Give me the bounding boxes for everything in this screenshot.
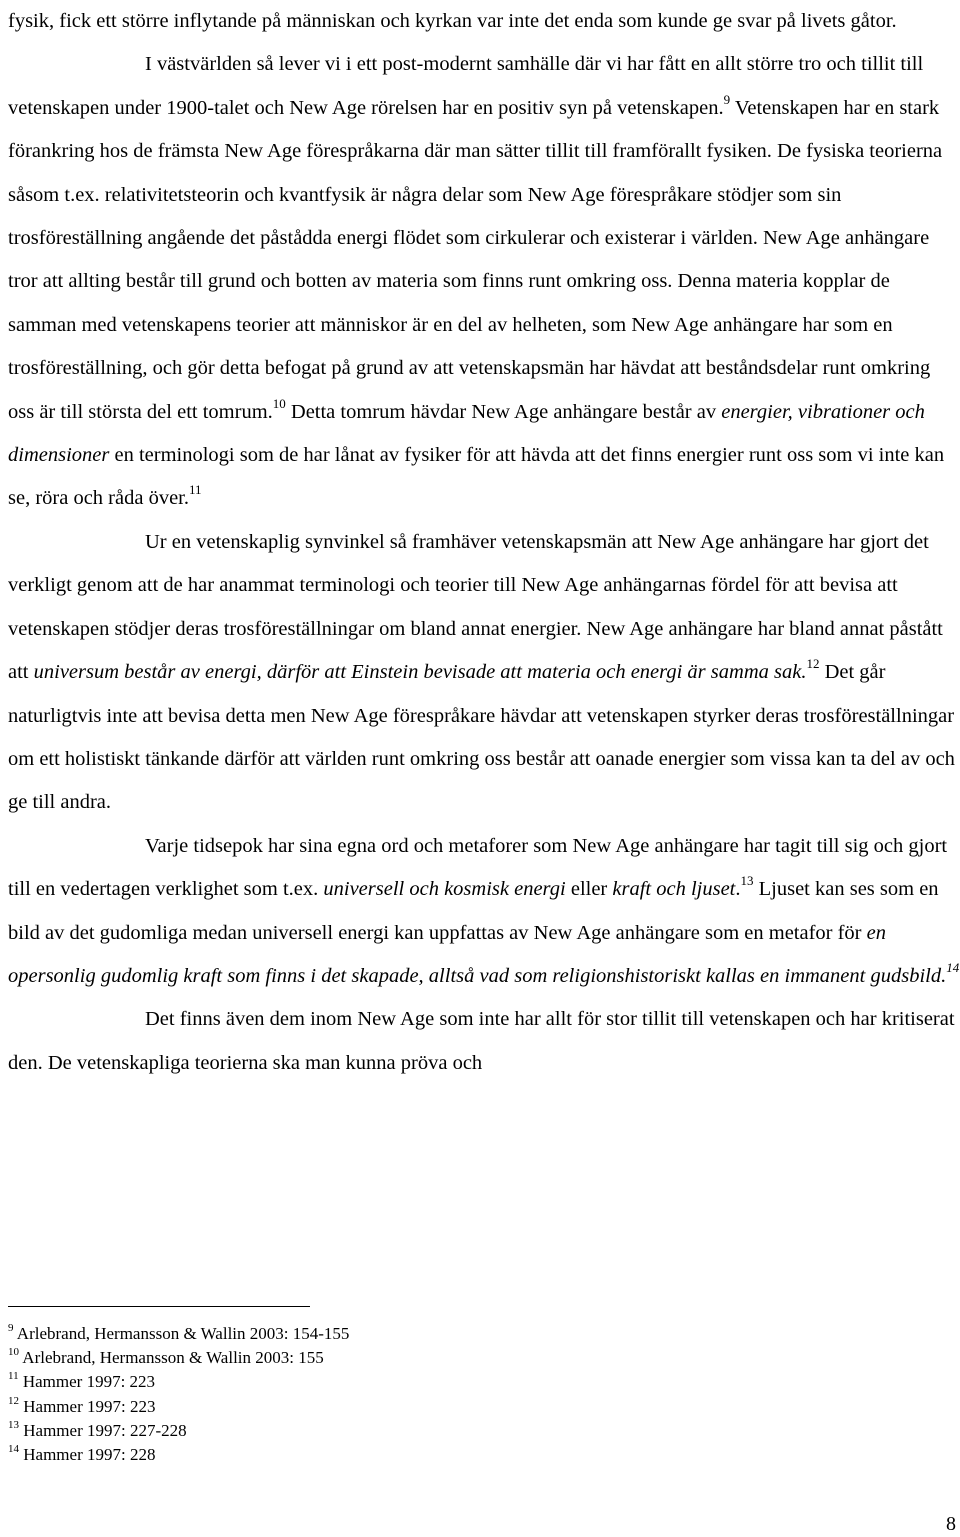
- paragraph-text: Varje tidsepok har sina egna ord och metaforer som New Age anhängare har tagit till sig och gjort till en vedertagen verklighet som t.ex.: [8, 834, 948, 901]
- footnote-entry: [8, 1322, 349, 1346]
- page-number: 8: [946, 1513, 956, 1535]
- italic-text: kraft och ljuset: [612, 878, 736, 901]
- footnote-text: Hammer 1997: 223: [19, 1396, 156, 1416]
- footnote-entry: [8, 1370, 349, 1394]
- footnote-text: Arlebrand, Hermansson & Wallin 2003: 154-155: [13, 1324, 350, 1343]
- paragraph-text: I västvärlden så lever vi i ett post-modernt samhälle där vi har fått en allt större tro och tillit till vetenskapen under 1900-talet och New Age rörelsen har en positiv syn på vetenskapen.: [8, 53, 924, 119]
- footnote-number: 13: [8, 1418, 19, 1431]
- footnote-reference: 14: [946, 959, 960, 975]
- footnote-entry: [8, 1346, 349, 1370]
- body-text: [8, 0, 960, 1085]
- italic-text: energier, vibrationer och dimensioner: [8, 400, 925, 467]
- paragraph-text: Ljuset kan ses som en bild av det gudomliga medan universell energi kan uppfattas av New Age anhängare som en metafor för: [8, 878, 939, 944]
- footnote-text: Hammer 1997: 227-228: [19, 1420, 187, 1440]
- footnote-reference: 10: [272, 395, 286, 411]
- footnote-text: Hammer 1997: 223: [18, 1372, 156, 1392]
- footnote-number: 10: [8, 1346, 19, 1359]
- paragraph-text: Detta tomrum hävdar New Age anhängare består av: [285, 400, 722, 423]
- footnote-reference: 9: [723, 91, 731, 107]
- footnote-reference: 13: [740, 873, 754, 889]
- footnote-number: 12: [8, 1394, 19, 1407]
- paragraph-text: eller: [565, 878, 613, 901]
- italic-text: universum består av energi, därför att Einstein bevisade att materia och energi är samma sak.: [33, 661, 807, 684]
- footnote-entry: [8, 1443, 349, 1467]
- footnote-number: 14: [8, 1443, 19, 1456]
- paragraph: [8, 998, 960, 1085]
- paragraph: [8, 0, 960, 43]
- paragraph-text: fysik, fick ett större inflytande på människan och kyrkan var inte det enda som kunde ge svar på livets gåtor.: [8, 10, 897, 32]
- paragraph-text: Ur en vetenskaplig synvinkel så framhäver vetenskapsmän att New Age anhängare har gjort det verkligt genom att de har anammat terminologi och teorier till New Age anhängarnas fördel för att bevisa att vetenskapen stödjer deras trosföreställningar om bland annat energier. New Age anhängare har bland annat påstått att: [8, 530, 943, 684]
- footnote-separator: [8, 1306, 310, 1307]
- paragraph: [8, 43, 960, 520]
- footnote-number: 11: [8, 1370, 19, 1383]
- paragraph: [8, 521, 960, 825]
- paragraph-text: en terminologi som de har lånat av fysiker för att hävda att det finns energier runt oss som vi inte kan se, röra och råda över.: [8, 444, 945, 510]
- footnote-text: Arlebrand, Hermansson & Wallin 2003: 155: [19, 1348, 324, 1368]
- paragraph-text: Det går naturligtvis inte att bevisa detta men New Age förespråkare hävdar att vetenskapen styrker deras trosföreställningar om ett holistiskt tänkande därför att världen runt omkring oss består att oanade energier som vissa kan ta del av och ge till andra.: [8, 661, 955, 814]
- footnote-reference: 12: [806, 656, 820, 672]
- footnote-text: Hammer 1997: 228: [19, 1445, 156, 1465]
- footnotes: [8, 1322, 349, 1467]
- document-page: [8, 0, 960, 1085]
- footnote-reference: 11: [189, 482, 202, 498]
- italic-text: universell och kosmisk energi: [323, 878, 566, 901]
- footnote-number: 9: [8, 1322, 14, 1334]
- paragraph-text: Vetenskapen har en stark förankring hos de främsta New Age förespråkarna där man sätter tillit till framförallt fysiken. De fysiska teorierna såsom t.ex. relativitetsteorin och kvantfysik är några delar som New Age förespråkare stödjer som sin trosföreställning angående det påstådda energi flödet som cirkulerar och existerar i världen. New Age anhängare tror att allting består till grund och botten av materia som finns runt omkring oss. Denna materia kopplar de samman med vetenskapens teorier att människor är en del av helheten, som New Age anhängare har som en trosföreställning, och gör detta befogat på grund av att vetenskapsmän har hävdat att beståndsdelar runt omkring oss är till största del ett tomrum.: [8, 96, 943, 423]
- paragraph: [8, 825, 960, 999]
- footnote-entry: [8, 1395, 349, 1419]
- footnote-entry: [8, 1419, 349, 1443]
- paragraph-text: .: [735, 878, 741, 901]
- paragraph-text: Det finns även dem inom New Age som inte har allt för stor tillit till vetenskapen och har kritiserat den. De vetenskapliga teorierna ska man kunna pröva och: [8, 1008, 955, 1074]
- italic-text: en opersonlig gudomlig kraft som finns i det skapade, alltså vad som religionshistoriskt kallas en immanent gudsbild.: [8, 921, 947, 987]
